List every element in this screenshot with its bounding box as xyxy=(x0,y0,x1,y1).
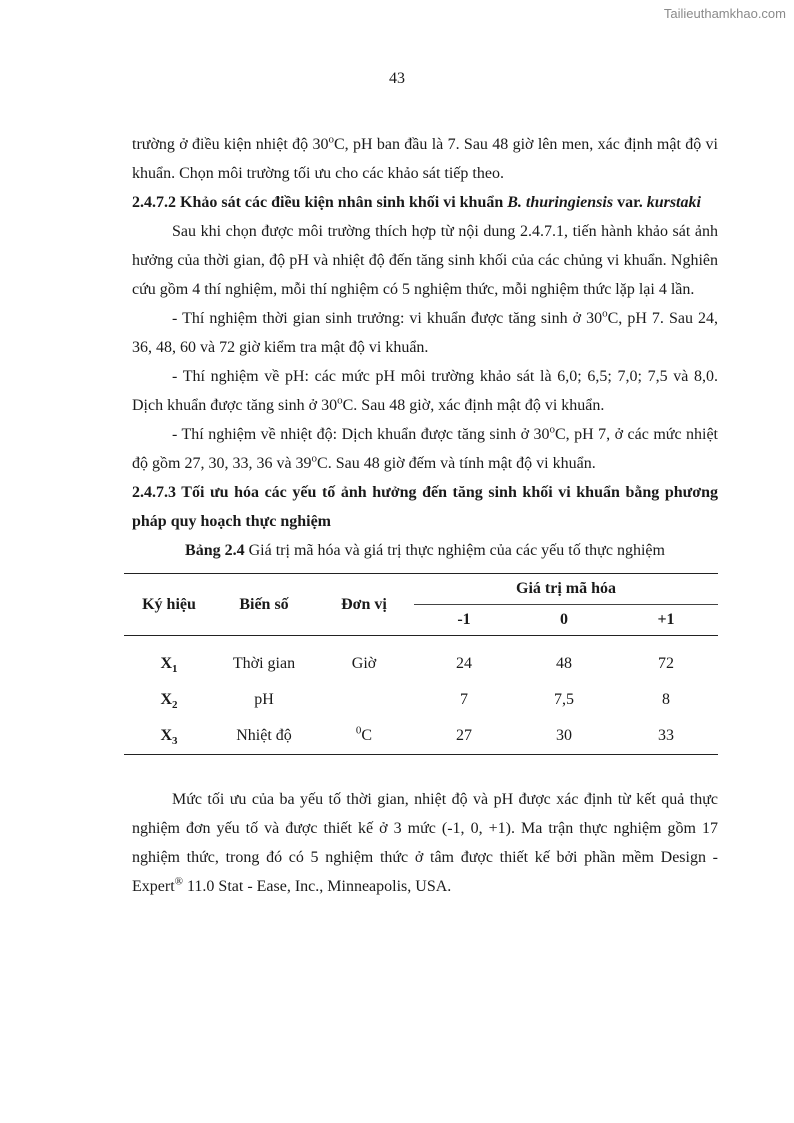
cell-symbol: $X_3$ xyxy=(124,718,214,755)
table-row xyxy=(124,718,718,755)
cell-symbol: $X_2$ xyxy=(160,691,178,712)
header-level-0: 0 xyxy=(514,605,614,636)
cell-level-plus1: 33 xyxy=(614,718,718,755)
section-heading-2-4-7-3: 2.4.7.3 Tối ưu hóa các yếu tố ảnh hưởng đến tăng sinh khối vi khuẩn bằng phương pháp quy hoạch thực nghiệm xyxy=(132,484,718,530)
cell-variable: pH xyxy=(254,691,274,708)
cell-unit: Giờ xyxy=(314,636,414,683)
bullet-ph-experiment: - Thí nghiệm về pH: các mức pH môi trường khảo sát là 6,0; 6,5; 7,0; 7,5 và 8,0. Dịch khuẩn được tăng sinh ở 30$^o$C. Sau 48 giờ, xác định mật độ vi khuẩn. xyxy=(132,368,718,414)
bullet-time-experiment: - Thí nghiệm thời gian sinh trưởng: vi khuẩn được tăng sinh ở 30$^o$C, pH 7. Sau 24, 36, 48, 60 và 72 giờ kiểm tra mật độ vi khuẩn. xyxy=(132,307,718,356)
header-unit: Đơn vị xyxy=(314,574,414,636)
table-row xyxy=(124,682,718,718)
bullet-temperature-experiment: - Thí nghiệm về nhiệt độ: Dịch khuẩn được tăng sinh ở 30$^o$C, pH 7, ở các mức nhiệt độ gồm 27, 30, 33, 36 và 39$^o$C. Sau 48 giờ đếm và tính mật độ vi khuẩn. xyxy=(132,423,719,472)
table-row xyxy=(124,636,718,683)
cell-symbol: $X_1$ xyxy=(124,636,214,683)
header-symbol: Ký hiệu xyxy=(124,574,214,636)
header-variable: Biến số xyxy=(214,574,314,636)
cell-unit: $^0$C xyxy=(314,718,414,755)
cell-level-minus1: 27 xyxy=(414,718,514,755)
cell-level-0: 30 xyxy=(514,718,614,755)
header-coded-value: Giá trị mã hóa xyxy=(414,574,718,605)
header-level-minus1: -1 xyxy=(414,605,514,636)
table-caption: Bảng 2.4 Giá trị mã hóa và giá trị thực nghiệm của các yếu tố thực nghiệm xyxy=(185,542,665,559)
cell-level-0: 48 xyxy=(514,636,614,683)
page-number: 43 xyxy=(389,70,405,87)
cell-unit xyxy=(314,682,414,718)
cell-level-0: 7,5 xyxy=(554,691,574,708)
cell-variable: Thời gian xyxy=(214,636,314,683)
paragraph-optimization: Mức tối ưu của ba yếu tố thời gian, nhiệt độ và pH được xác định từ kết quả thực nghiệm đơn yếu tố và được thiết kế ở 3 mức (-1, 0, +1). Ma trận thực nghiệm gồm 17 nghiệm thức, trong đó có 5 nghiệm thức ở tâm được thiết kế bởi phần mềm Design - Expert® 11.0 Stat - Ease, Inc., Minneapolis, USA. xyxy=(132,791,718,895)
cell-level-plus1: 72 xyxy=(614,636,718,683)
watermark-text: Tailieuthamkhao.com xyxy=(663,6,786,21)
cell-level-plus1: 8 xyxy=(662,691,670,708)
coded-values-table xyxy=(124,573,718,755)
header-level-plus1: +1 xyxy=(614,605,718,636)
cell-level-minus1: 24 xyxy=(414,636,514,683)
paragraph-intro: Sau khi chọn được môi trường thích hợp từ nội dung 2.4.7.1, tiến hành khảo sát ảnh hưởng của thời gian, độ pH và nhiệt độ đến tăng sinh khối của các chủng vi khuẩn. Nghiên cứu gồm 4 thí nghiệm, mỗi thí nghiệm có 5 nghiệm thức, mỗi nghiệm thức lặp lại 4 lần. xyxy=(132,223,718,298)
cell-variable: Nhiệt độ xyxy=(214,718,314,755)
paragraph-continuation: trường ở điều kiện nhiệt độ 30$^o$C, pH ban đầu là 7. Sau 48 giờ lên men, xác định mật độ vi khuẩn. Chọn môi trường tối ưu cho các khảo sát tiếp theo. xyxy=(132,133,719,182)
document-body xyxy=(132,130,718,901)
cell-level-minus1: 7 xyxy=(460,691,468,708)
section-heading-2-4-7-2: 2.4.7.2 Khảo sát các điều kiện nhân sinh khối vi khuẩn B. thuringiensis var. kurstaki xyxy=(132,194,701,211)
